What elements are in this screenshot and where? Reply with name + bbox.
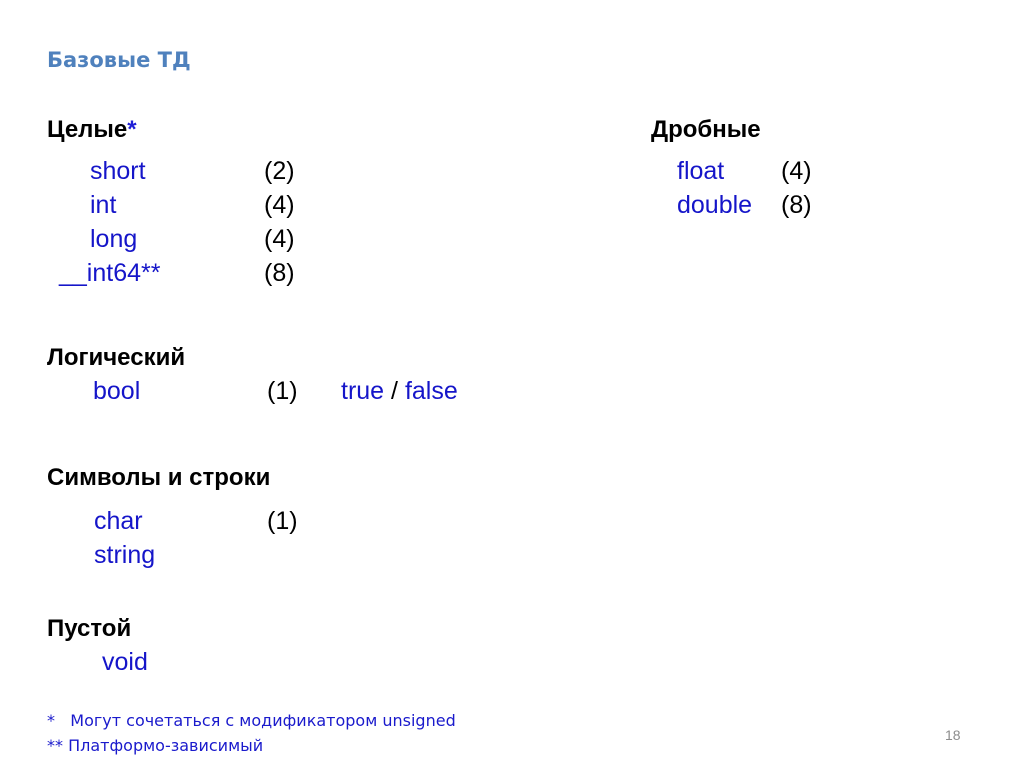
logical-heading: Логический xyxy=(47,344,186,371)
type-short: short xyxy=(90,157,146,185)
type-float: float xyxy=(677,157,725,185)
empty-heading: Пустой xyxy=(47,615,132,642)
integers-heading-mark: * xyxy=(127,116,137,143)
footnote-1-text: Могут сочетаться с модификатором unsigned xyxy=(70,711,456,730)
bool-value-false: false xyxy=(404,377,458,405)
size-short: (2) xyxy=(264,157,295,185)
bool-values xyxy=(341,379,458,404)
type-string: string xyxy=(94,541,156,569)
size-int64: (8) xyxy=(264,259,295,287)
integers-heading-label: Целые xyxy=(47,116,128,143)
footnote-1 xyxy=(47,713,456,729)
fractional-heading: Дробные xyxy=(651,116,761,143)
size-double: (8) xyxy=(781,191,812,219)
size-long: (4) xyxy=(264,225,295,253)
size-int: (4) xyxy=(264,191,295,219)
type-void: void xyxy=(102,648,148,676)
type-bool: bool xyxy=(93,377,141,405)
size-bool: (1) xyxy=(267,377,298,405)
integers-heading xyxy=(47,118,137,142)
page-number: 18 xyxy=(945,727,961,743)
slide-title: Базовые ТД xyxy=(47,48,191,72)
type-long: long xyxy=(90,225,138,253)
type-double: double xyxy=(677,191,753,219)
footnote-2: ** Платформо-зависимый xyxy=(47,736,264,755)
type-int: int xyxy=(90,191,117,219)
size-char: (1) xyxy=(267,507,298,535)
bool-values-separator: / xyxy=(391,377,398,405)
type-char: char xyxy=(94,507,143,535)
chars-heading: Символы и строки xyxy=(47,464,271,491)
bool-value-true: true xyxy=(341,377,385,405)
type-int64: __int64** xyxy=(59,259,161,287)
footnote-1-mark: * xyxy=(47,711,55,730)
size-float: (4) xyxy=(781,157,812,185)
